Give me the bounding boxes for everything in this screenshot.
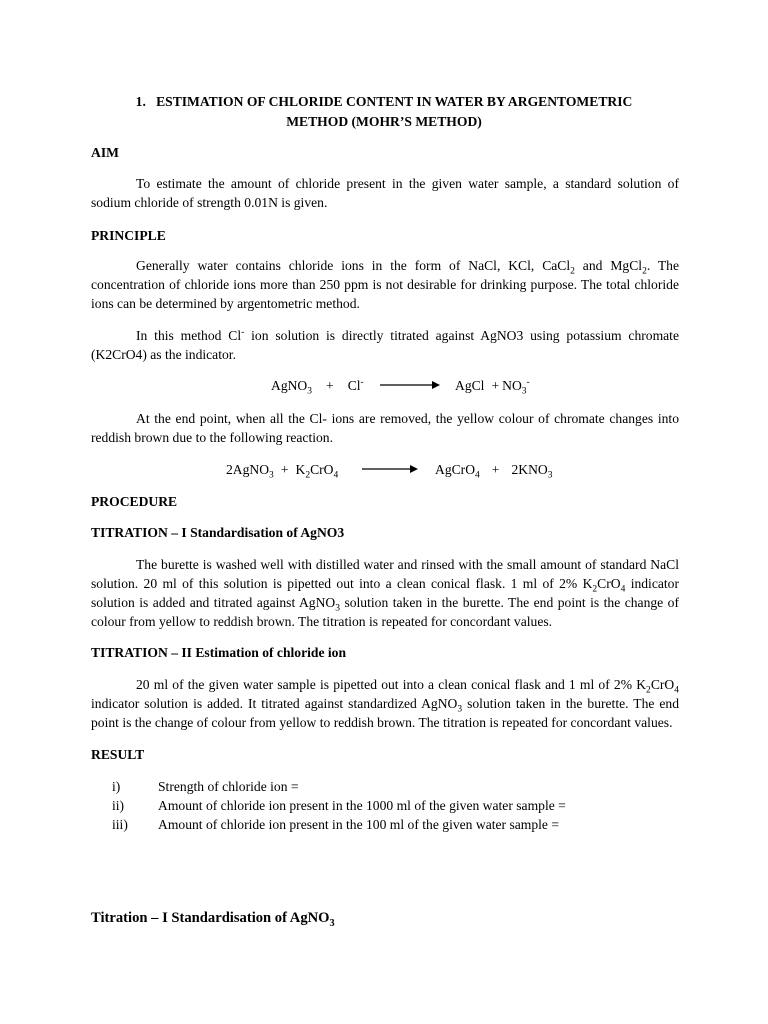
right-arrow-icon: [362, 464, 418, 474]
titration-1-heading: TITRATION – I Standardisation of AgNO3: [91, 525, 345, 540]
result-item: ii) Amount of chloride ion present in the 1000 ml of the given water sample =: [112, 798, 566, 813]
result-item: i) Strength of chloride ion =: [112, 779, 299, 794]
title-line-2: METHOD (MOHR’S METHOD): [286, 114, 482, 129]
equation-2-arrow: [362, 464, 418, 474]
equation-2-products: AgCrO$_4$ + $2KNO_3$: [435, 462, 553, 481]
bottom-section-heading: Titration – I Standardisation of AgNO$_3$: [91, 910, 335, 929]
procedure-heading: PROCEDURE: [91, 494, 178, 509]
titration-2-text: 20 ml of the given water sample is pipetted out into a clean conical flask and 1 ml of 2% $K_2CrO_4$ indicator solution is added. It titrated against standardized AgNO$_3$ solution taken in the burette. The end point is the change of colour from yellow to reddish brown. The titration is repeated for concordant values.: [91, 677, 680, 730]
principle-heading: PRINCIPLE: [91, 228, 166, 243]
aim-heading: AIM: [91, 145, 119, 160]
equation-1-reactants: AgNO$_3$ + Cl-: [271, 377, 364, 397]
principle-paragraph-1: Generally water contains chloride ions in the form of NaCl, KCl, CaCl$_2$ and MgCl$_2$. The concentration of chloride ions more than 250 ppm is not desirable for drinking purpose. The total chloride ions can be determined by argentometric method.: [91, 258, 680, 311]
titration-1-text: The burette is washed well with distilled water and rinsed with the small amount of standard NaCl solution. 20 ml of this solution is pipetted out into a clean conical flask. 1 ml of 2% $K_2CrO_4$ indicator solution is added and titrated against AgNO$_3$ solution taken in the burette. The end point is the change of colour from yellow to reddish brown. The titration is repeated for concordant values.: [91, 557, 680, 629]
document-title: [90, 92, 678, 132]
result-heading: RESULT: [91, 747, 145, 762]
equation-1-arrow: [380, 380, 440, 390]
title-line-1: 1. ESTIMATION OF CHLORIDE CONTENT IN WATER BY ARGENTOMETRIC: [135, 94, 633, 109]
right-arrow-icon: [380, 380, 440, 390]
result-item: iii) Amount of chloride ion present in the 100 ml of the given water sample =: [112, 817, 560, 832]
titration-2-heading: TITRATION – II Estimation of chloride ion: [91, 645, 347, 660]
aim-text: To estimate the amount of chloride present in the given water sample, a standard solution of sodium chloride of strength 0.01N is given.: [91, 176, 679, 210]
principle-paragraph-2: In this method Cl- ion solution is directly titrated against AgNO3 using potassium chromate (K2CrO4) as the indicator.: [91, 327, 679, 362]
principle-paragraph-3: At the end point, when all the Cl- ions are removed, the yellow colour of chromate changes into reddish brown due to the following reaction.: [91, 411, 679, 445]
equation-2-reactants: 2AgNO$_3$ + $K_2CrO_4$: [226, 462, 339, 481]
equation-1-products: AgCl + $NO_3^-$: [455, 377, 530, 397]
